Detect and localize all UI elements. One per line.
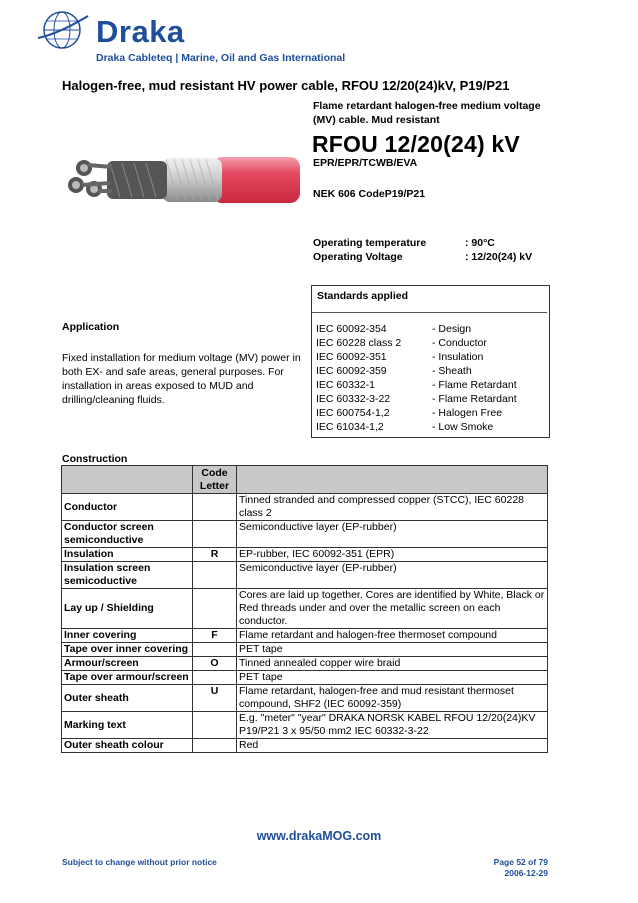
table-row: [62, 712, 548, 739]
code-letter: O: [193, 657, 237, 671]
component-name: Tape over armour/screen: [62, 671, 193, 685]
product-type-code: EPR/EPR/TCWB/EVA: [313, 157, 418, 169]
code-letter: [193, 562, 237, 589]
application-text: Fixed installation for medium voltage (MV) power in both EX- and safe areas, general purposes. For installation in areas exposed to MUD and drilling/cleaning fluids.: [62, 352, 301, 406]
table-row: [62, 739, 548, 753]
component-description: Flame retardant, halogen-free and mud resistant thermoset compound, SHF2 (IEC 60092-359): [237, 685, 548, 712]
table-row: [62, 562, 548, 589]
table-row: [62, 643, 548, 657]
product-name: RFOU 12/20(24) kV: [312, 131, 520, 157]
spec-value: : 12/20(24) kV: [465, 251, 533, 263]
standard-item: [316, 420, 546, 434]
component-name: Outer sheath: [62, 685, 193, 712]
nek-code: NEK 606 CodeP19/P21: [313, 188, 426, 200]
standard-item: [316, 322, 546, 336]
header-cell-description: [237, 466, 548, 494]
spec-operating-voltage: [313, 251, 553, 263]
standard-item: [316, 350, 546, 364]
component-description: Semiconductive layer (EP-rubber): [237, 562, 548, 589]
page-number: Page 52 of 79: [493, 857, 548, 867]
standard-desc: - Insulation: [432, 351, 484, 363]
code-letter: [193, 589, 237, 629]
standard-code: IEC 60092-359: [316, 365, 387, 377]
table-row: [62, 657, 548, 671]
component-description: Semiconductive layer (EP-rubber): [237, 521, 548, 548]
cable-illustration: [62, 145, 302, 211]
component-description: Red: [237, 739, 548, 753]
page-info: [480, 857, 548, 879]
component-description: Tinned stranded and compressed copper (STCC), IEC 60228 class 2: [237, 494, 548, 521]
brand-tagline: Draka Cableteq | Marine, Oil and Gas International: [96, 52, 346, 64]
spec-label: Operating temperature: [313, 237, 427, 249]
table-row: [62, 685, 548, 712]
component-name: Marking text: [62, 712, 193, 739]
code-letter: U: [193, 685, 237, 712]
table-header-row: [62, 466, 548, 494]
standard-code: IEC 60092-354: [316, 323, 387, 335]
standard-code: IEC 60332-3-22: [316, 393, 391, 405]
document-date: 2006-12-29: [504, 868, 548, 878]
table-row: [62, 548, 548, 562]
standard-item: [316, 378, 546, 392]
code-letter: [193, 671, 237, 685]
standard-code: IEC 600754-1,2: [316, 407, 390, 419]
spec-operating-temperature: [313, 237, 553, 249]
component-name: Lay up / Shielding: [62, 589, 193, 629]
component-name: Outer sheath colour: [62, 739, 193, 753]
component-description: Flame retardant and halogen-free thermoset compound: [237, 629, 548, 643]
component-description: EP-rubber, IEC 60092-351 (EPR): [237, 548, 548, 562]
table-row: [62, 671, 548, 685]
component-name: Armour/screen: [62, 657, 193, 671]
component-name: Insulation: [62, 548, 193, 562]
component-description: PET tape: [237, 643, 548, 657]
component-description: Cores are laid up together. Cores are identified by White, Black or Red threads under and over the metallic screen on each conductor.: [237, 589, 548, 629]
header-cell-code-letter: Code Letter: [193, 466, 237, 494]
code-letter: [193, 739, 237, 753]
component-name: Insulation screen semicoductive: [62, 562, 193, 589]
code-letter: F: [193, 629, 237, 643]
component-description: E.g. "meter" "year" DRAKA NORSK KABEL RFOU 12/20(24)KV P19/P21 3 x 95/50 mm2 IEC 60332-3-22: [237, 712, 548, 739]
standard-desc: - Flame Retardant: [432, 379, 517, 391]
code-letter: [193, 521, 237, 548]
code-letter: [193, 643, 237, 657]
standard-item: [316, 364, 546, 378]
component-name: Conductor screen semiconductive: [62, 521, 193, 548]
standards-box: [311, 285, 550, 438]
standard-code: IEC 61034-1,2: [316, 421, 384, 433]
standard-desc: - Sheath: [432, 365, 472, 377]
header-cell-component: [62, 466, 193, 494]
component-description: PET tape: [237, 671, 548, 685]
construction-heading: Construction: [62, 453, 128, 465]
globe-logo-icon: [38, 8, 90, 52]
table-row: [62, 629, 548, 643]
component-description: Tinned annealed copper wire braid: [237, 657, 548, 671]
component-name: Tape over inner covering: [62, 643, 193, 657]
standards-list: [316, 322, 546, 434]
table-row: [62, 589, 548, 629]
component-name: Inner covering: [62, 629, 193, 643]
standard-desc: - Conductor: [432, 337, 487, 349]
document-title: Halogen-free, mud resistant HV power cable, RFOU 12/20(24)kV, P19/P21: [62, 78, 510, 93]
code-letter: [193, 494, 237, 521]
website-link[interactable]: www.drakaMOG.com: [256, 829, 382, 843]
product-subtitle: Flame retardant halogen-free medium voltage (MV) cable. Mud resistant: [313, 100, 541, 126]
standard-desc: - Design: [432, 323, 472, 335]
component-name: Conductor: [62, 494, 193, 521]
table-row: [62, 521, 548, 548]
standard-desc: - Halogen Free: [432, 407, 503, 419]
standard-item: [316, 392, 546, 406]
application-heading: Application: [62, 321, 120, 333]
standard-desc: - Flame Retardant: [432, 393, 517, 405]
standard-code: IEC 60332-1: [316, 379, 375, 391]
standard-desc: - Low Smoke: [432, 421, 494, 433]
code-letter: [193, 712, 237, 739]
spec-label: Operating Voltage: [313, 251, 403, 263]
standard-code: IEC 60092-351: [316, 351, 387, 363]
standards-heading: Standards applied: [312, 286, 547, 313]
change-notice: Subject to change without prior notice: [62, 857, 217, 867]
code-letter: R: [193, 548, 237, 562]
spec-value: : 90°C: [465, 237, 495, 249]
standard-item: [316, 336, 546, 350]
construction-table: [61, 465, 548, 753]
brand-name: Draka: [96, 14, 185, 49]
standard-code: IEC 60228 class 2: [316, 337, 402, 349]
standard-item: [316, 406, 546, 420]
table-row: [62, 494, 548, 521]
